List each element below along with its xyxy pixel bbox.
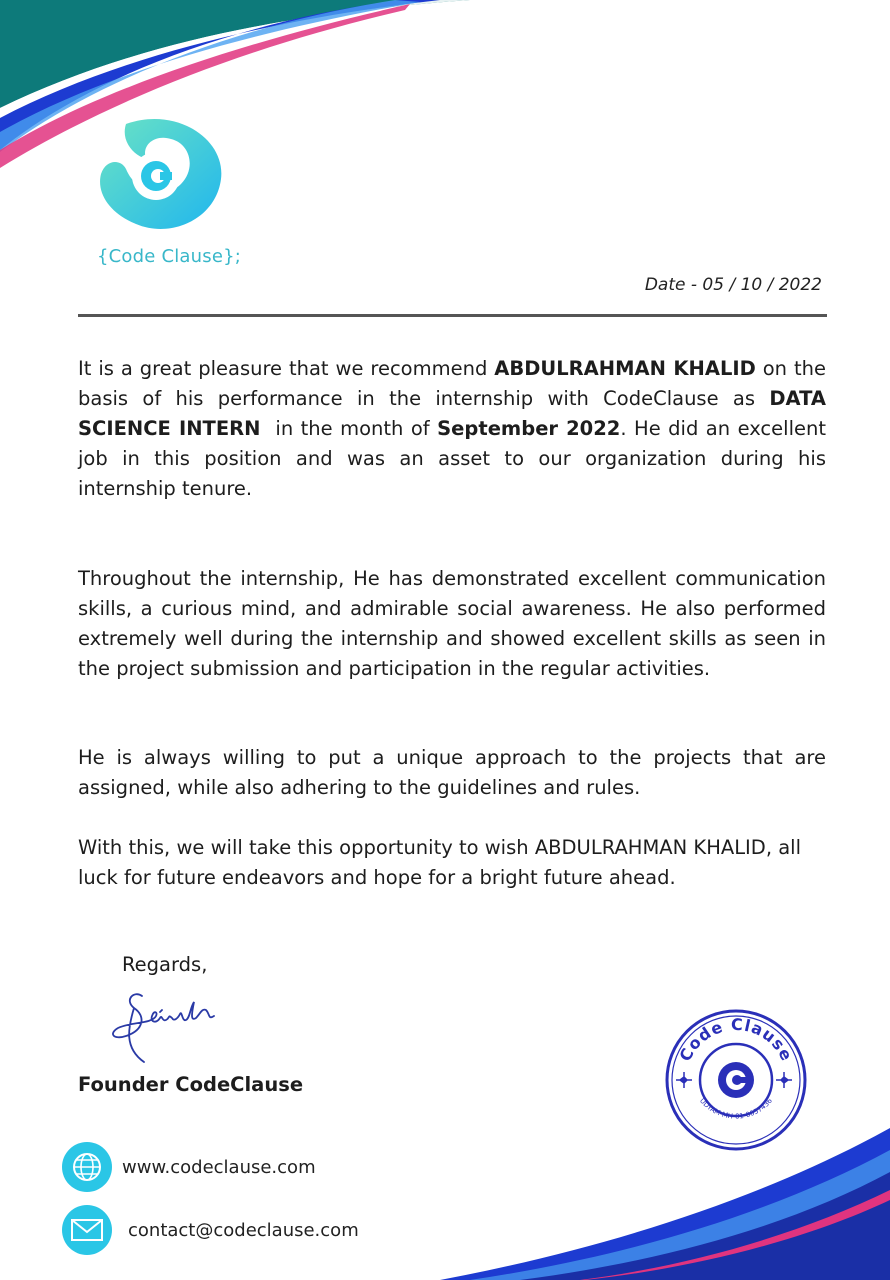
internship-month: September 2022	[437, 417, 621, 440]
globe-icon	[62, 1142, 112, 1192]
website-link[interactable]: www.codeclause.com	[122, 1156, 316, 1178]
svg-text:UDYAM-MH-01-0057436	[698, 1096, 774, 1120]
logo-wordmark: {Code Clause};	[97, 246, 242, 267]
letter-date: Date - 05 / 10 / 2022	[644, 275, 822, 295]
svg-text:Code Clause	[675, 1015, 796, 1065]
contact-website	[62, 1142, 316, 1192]
paragraph-recommendation: It is a great pleasure that we recommend ABDULRAHMAN KHALID on the basis of his performance in the internship with CodeClause as DATA SCIENCE INTERN in the month of September 2022. He did an excellent job in this position and was an asset to our organization during his internship tenure.	[78, 357, 826, 500]
paragraph-wishes: With this, we will take this opportunity to wish ABDULRAHMAN KHALID, all luck for future endeavors and hope for a bright future ahead.	[78, 836, 802, 889]
paragraph-approach: He is always willing to put a unique approach to the projects that are assigned, while also adhering to the guidelines and rules.	[78, 746, 826, 799]
stamp-bottom-text: UDYAM-MH-01-0057436	[697, 1096, 774, 1121]
envelope-icon	[62, 1205, 112, 1255]
contact-email	[62, 1205, 359, 1255]
stamp-top-text: Code Clause	[675, 1014, 797, 1065]
intern-name: ABDULRAHMAN KHALID	[494, 357, 756, 380]
paragraph-skills: Throughout the internship, He has demonstrated excellent communication skills, a curious mind, and admirable social awareness. He also performed extremely well during the internship and showed excellent skills as seen in the project submission and participation in the regular activities.	[78, 567, 826, 680]
founder-signature	[104, 988, 224, 1068]
codeclause-logo	[96, 114, 226, 232]
company-stamp	[664, 1008, 808, 1152]
intern-role: DATA SCIENCE INTERN	[78, 387, 826, 440]
regards-text: Regards,	[122, 953, 208, 976]
email-link[interactable]: contact@codeclause.com	[128, 1219, 359, 1241]
header-divider	[78, 314, 827, 317]
signer-title: Founder CodeClause	[78, 1073, 304, 1096]
